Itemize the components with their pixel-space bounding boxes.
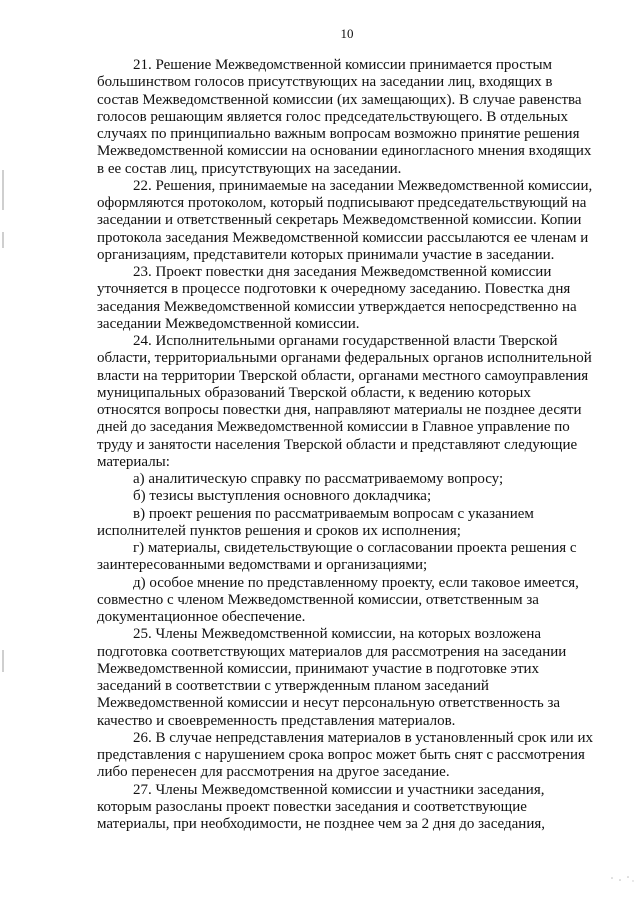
paragraph-24: 24. Исполнительными органами государственной власти Тверской области, территориальными органами федеральных органов исполнительной власти на территории Тверской области, органами местного самоуправления муниципальных образований Тверской области, к ведению которых относятся вопросы повестки дня, направляют материалы не позднее десяти дней до заседания Межведомственной комиссии в Главное управление по труду и занятости населения Тверской области и представляют следующие материалы: bbox=[97, 333, 592, 470]
paragraph-27: 27. Члены Межведомственной комиссии и участники заседания, которым разосланы проект повестки заседания и соответствующие материалы, при необходимости, не позднее чем за 2 дня до заседания, bbox=[97, 781, 546, 832]
list-item-d: д) особое мнение по представленному проекту, если таковое имеется, совместно с членом Межведомственной комиссии, ответственным за документационное обеспечение. bbox=[97, 574, 579, 625]
paragraph-25: 25. Члены Межведомственной комиссии, на которых возложена подготовка соответствующих материалов для рассмотрения на заседании Межведомственной комиссии, принимают участие в подготовке этих заседаний в соответствии с утвержденным планом заседаний Межведомственной комиссии и несут персональную ответственность за качество и своевременность представления материалов. bbox=[97, 626, 567, 729]
list-item-b: б) тезисы выступления основного докладчика; bbox=[133, 488, 432, 505]
page-number: 10 bbox=[340, 26, 354, 41]
paragraph-21: 21. Решение Межведомственной комиссии принимается простым большинством голосов присутствующих на заседании лиц, входящих в состав Межведомственной комиссии (их замещающих). В случае равенства голосов решающим является голос председательствующего. В отдельных случаях по принципиально важным вопросам возможно принятие решения Межведомственной комиссии на основании единогласного мнения входящих в ее состав лиц, присутствующих на заседании. bbox=[97, 57, 592, 177]
paragraph-22: 22. Решения, принимаемые на заседании Межведомственной комиссии, оформляются протоколом, который подписывают председательствующий на заседании и ответственный секретарь Межведомственной комиссии. Копии протокола заседания Межведомственной комиссии рассылаются ее членам и организациям, представители которых принимали участие в заседании. bbox=[97, 177, 593, 263]
list-item-g: г) материалы, свидетельствующие о согласовании проекта решения с заинтересованными ведомствами и организациями; bbox=[97, 540, 577, 574]
list-item-a: а) аналитическую справку по рассматриваемому вопросу; bbox=[133, 471, 504, 487]
scan-margin-mark bbox=[2, 650, 4, 672]
scan-margin-mark bbox=[2, 232, 4, 248]
paragraph-23: 23. Проект повестки дня заседания Межведомственной комиссии уточняется в процессе подготовки к очередному заседанию. Повестка дня заседания Межведомственной комиссии утверждается непосредственно на заседании Межведомственной комиссии. bbox=[97, 264, 577, 332]
list-item-v: в) проект решения по рассматриваемым вопросам с указанием исполнителей пунктов решения и сроков их исполнения; bbox=[97, 505, 534, 539]
scan-margin-mark bbox=[2, 170, 4, 210]
scan-noise-dots bbox=[606, 868, 636, 888]
paragraph-26: 26. В случае непредставления материалов в установленный срок или их представления с нарушением срока вопрос может быть снят с рассмотрения либо перенесен для рассмотрения на другое заседание. bbox=[97, 729, 593, 781]
document-body bbox=[97, 57, 603, 833]
